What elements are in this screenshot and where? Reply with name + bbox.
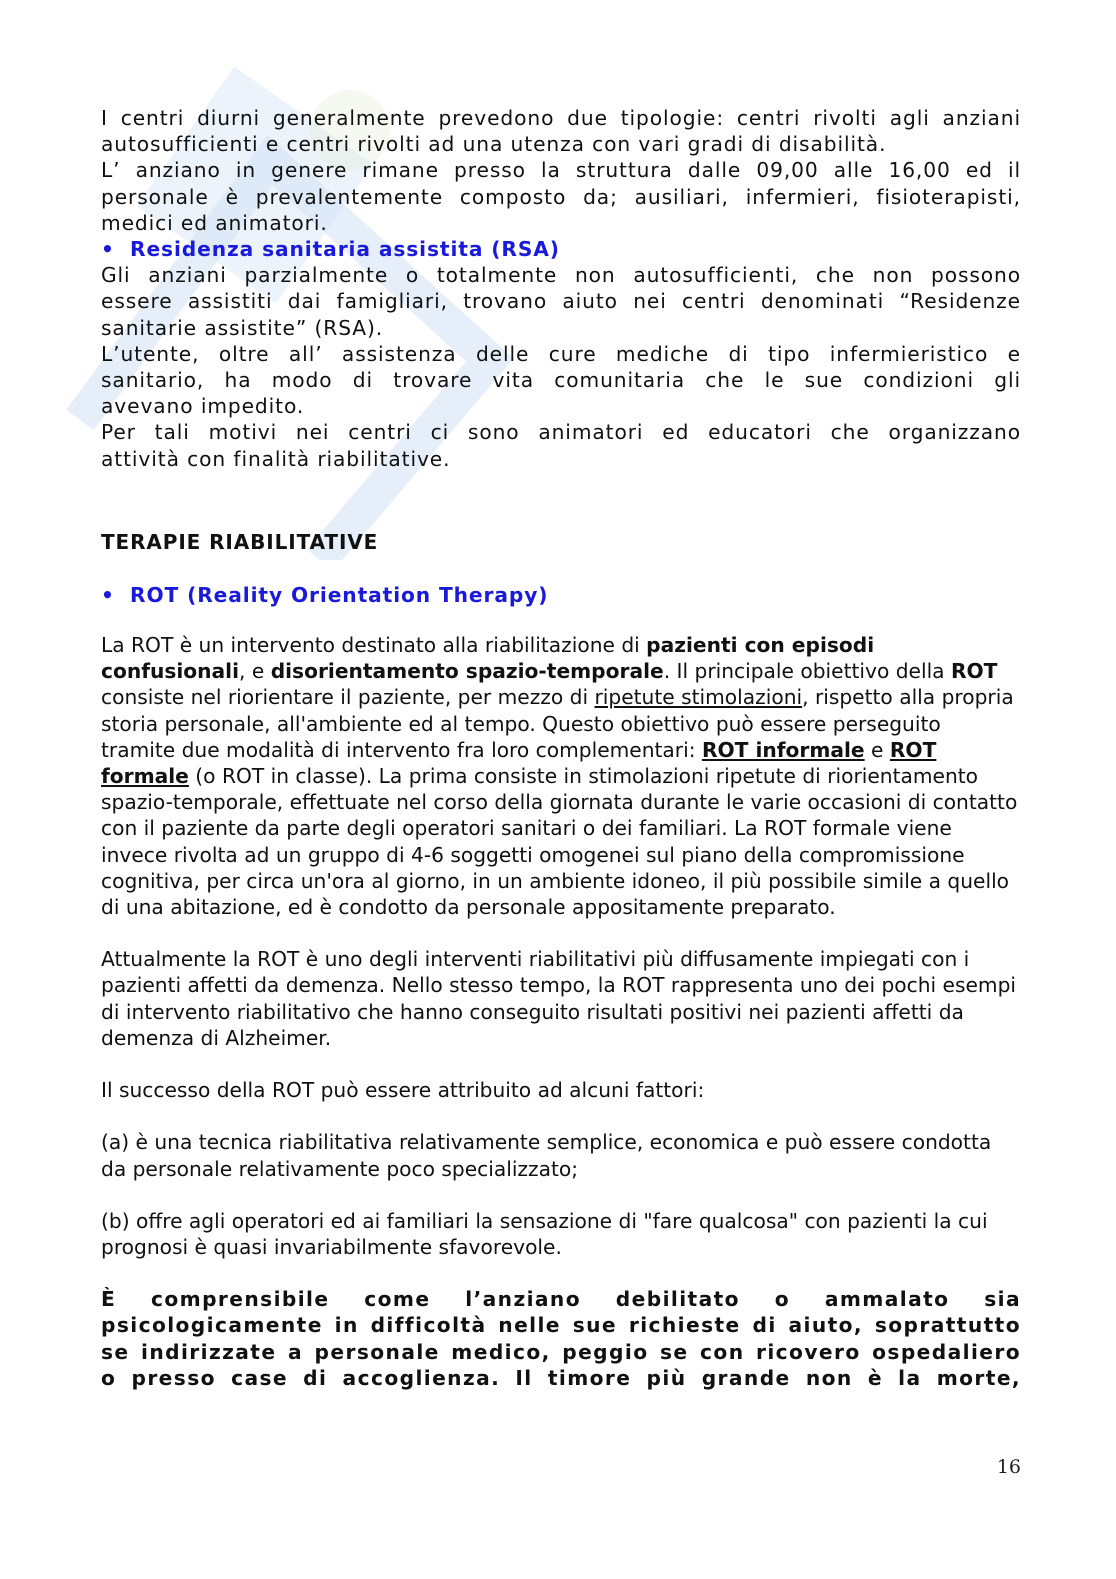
intro-paragraph xyxy=(101,105,1021,236)
rsa-paragraph xyxy=(101,262,1021,472)
text-run: . Il principale obiettivo della xyxy=(663,659,951,684)
text-run: e xyxy=(864,737,890,762)
underlined-run: ripetute stimolazioni xyxy=(594,685,803,710)
text-run: , e xyxy=(239,659,271,684)
rot-factor-a: (a) è una tecnica riabilitativa relativamente semplice, economica e può essere condotta da personale relativamente poco specializzato; xyxy=(101,1130,992,1181)
document-page xyxy=(101,105,1021,1391)
rsa-line: avevano impedito. xyxy=(101,394,305,419)
intro-line: personale è prevalentemente composto da; ausiliari, infermieri, fisioterapisti, xyxy=(101,184,1021,209)
section-heading: TERAPIE RIABILITATIVE xyxy=(101,529,379,554)
rot-formale-term: ROT formale xyxy=(101,737,937,789)
bullet-icon: • xyxy=(101,237,115,262)
rot-title: ROT (Reality Orientation Therapy) xyxy=(130,582,549,607)
intro-line: medici ed animatori. xyxy=(101,210,328,235)
text-run: La ROT è un intervento destinato alla riabilitazione di xyxy=(101,633,647,658)
rsa-line: essere assistiti dai famigliari, trovano aiuto nei centri denominati “Residenze xyxy=(101,289,1021,314)
bold-run: pazienti con episodi confusionali xyxy=(101,633,875,684)
bold-run: disorientamento spazio-temporale xyxy=(270,659,664,684)
intro-line: autosufficienti e centri rivolti ad una utenza con vari gradi di disabilità. xyxy=(101,132,887,157)
rsa-line: attività con finalità riabilitative. xyxy=(101,446,451,471)
intro-line: L’ anziano in genere rimane presso la struttura dalle 09,00 alle 16,00 ed il xyxy=(101,158,1021,183)
rot-factor-b: (b) offre agli operatori ed ai familiari la sensazione di "fare qualcosa" con pazienti la cui prognosi è quasi invariabilmente sfavorevole. xyxy=(101,1208,988,1259)
rot-paragraph-2: Attualmente la ROT è uno degli interventi riabilitativi più diffusamente impiegati con i pazienti affetti da demenza. Nello stesso tempo, la ROT rappresenta uno dei pochi esempi di intervento riabilitativo che hanno conseguito risultati positivi nei pazienti affetti da demenza di Alzheimer. xyxy=(101,947,1017,1050)
rot-bullet-heading xyxy=(101,582,1021,608)
bullet-icon: • xyxy=(101,582,115,607)
bold-run: ROT xyxy=(950,659,998,684)
closing-line: psicologicamente in difficoltà nelle sue richieste di aiuto, soprattutto xyxy=(101,1313,1021,1338)
text-run: (o ROT in classe). La prima consiste in stimolazioni ripetute di riorientamento spazio-temporale, effettuate nel corso della giornata durante le varie occasioni di contatto con il paziente da parte degli operatori sanitari o dei familiari. La ROT formale viene invece rivolta ad un gruppo di 4-6 soggetti omogenei sul piano della compromissione cognitiva, per circa un'ora al giorno, in un ambiente idoneo, il più possibile simile a quello di una abitazione, ed è condotto da personale appositamente preparato. xyxy=(101,764,1018,920)
page-number: 16 xyxy=(996,1456,1021,1478)
rsa-line: sanitarie assistite” (RSA). xyxy=(101,315,384,340)
closing-paragraph xyxy=(101,1286,1021,1391)
rsa-bullet-heading xyxy=(101,236,1021,262)
rsa-title: Residenza sanitaria assistita (RSA) xyxy=(130,237,560,262)
rot-paragraph-1 xyxy=(101,632,1021,920)
rsa-line: L’utente, oltre all’ assistenza delle cure mediche di tipo infermieristico e xyxy=(101,341,1021,366)
rot-informale-term: ROT informale xyxy=(701,737,865,762)
rot-paragraph-3: Il successo della ROT può essere attribuito ad alcuni fattori: xyxy=(101,1078,705,1103)
closing-line: se indirizzate a personale medico, peggio se con ricovero ospedaliero xyxy=(101,1339,1021,1364)
text-run: , rispetto alla propria storia personale, all'ambiente ed al tempo. Questo obiettivo può essere perseguito tramite due modalità di intervento fra loro complementari: xyxy=(101,685,1014,762)
closing-line: È comprensibile come l’anziano debilitato o ammalato sia xyxy=(101,1287,1021,1312)
rsa-line: Gli anziani parzialmente o totalmente non autosufficienti, che non possono xyxy=(101,263,1021,288)
intro-line: I centri diurni generalmente prevedono due tipologie: centri rivolti agli anziani xyxy=(101,106,1021,130)
rsa-line: sanitario, ha modo di trovare vita comunitaria che le sue condizioni gli xyxy=(101,368,1021,393)
closing-line: o presso case di accoglienza. Il timore più grande non è la morte, xyxy=(101,1365,1021,1390)
text-run: consiste nel riorientare il paziente, per mezzo di xyxy=(101,685,595,710)
rsa-line: Per tali motivi nei centri ci sono animatori ed educatori che organizzano xyxy=(101,420,1021,445)
